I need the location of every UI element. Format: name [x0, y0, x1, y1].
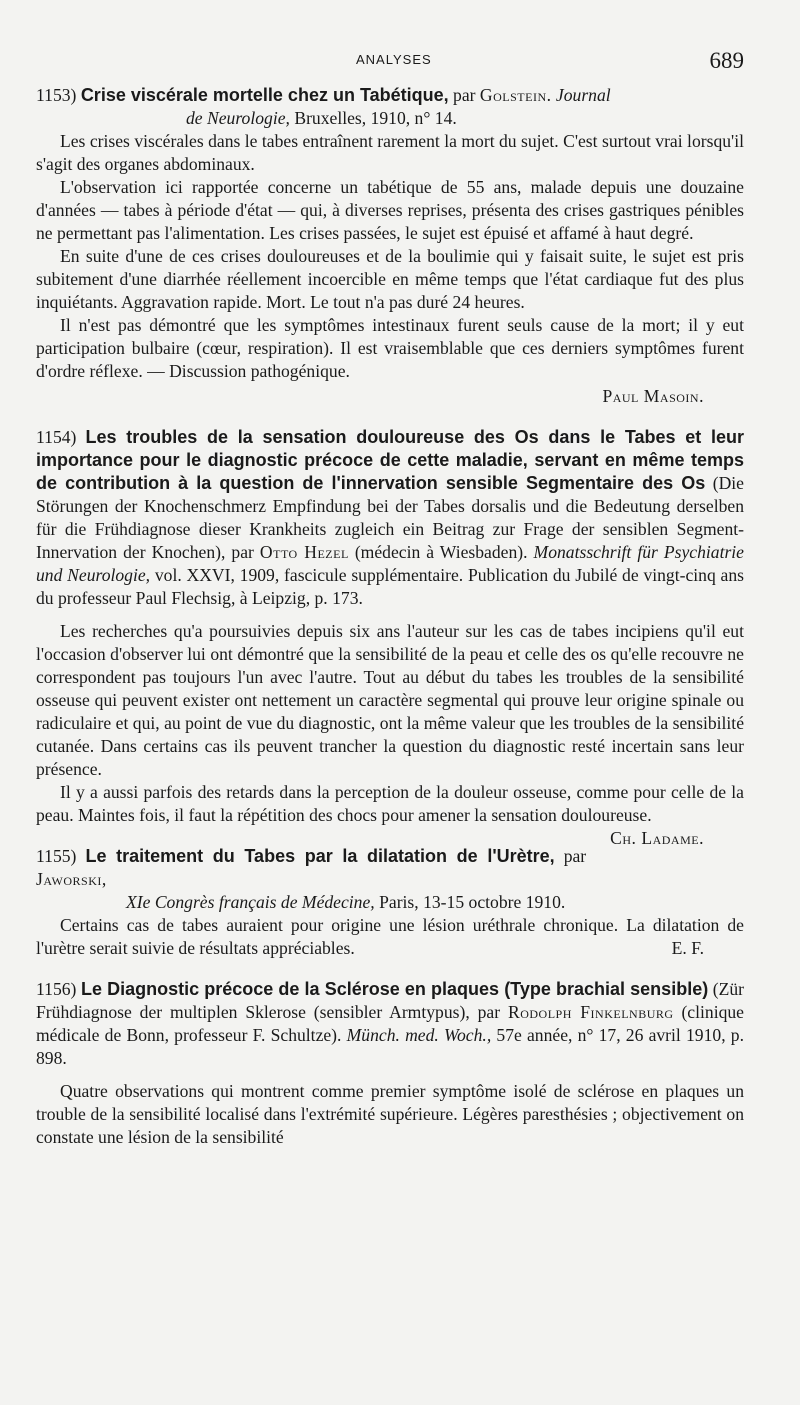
par-word: par [453, 85, 476, 105]
article-number: 1155) [36, 846, 77, 866]
article-number: 1154) [36, 427, 77, 447]
article-signature: Ch. Ladame. [610, 828, 704, 848]
article-signature: E. F. [671, 938, 704, 958]
article-author: Jaworski, [36, 869, 107, 889]
article-heading [36, 84, 744, 107]
paragraph: En suite d'une de ces crises douloureuses et de la boulimie qui y faisait suite, le sujet est pris subitement d'une diarrhée réellement incoercible en même temps que l'état cardiaque fut des plus inquiétants. Aggravation rapide. Mort. Le tout n'a pas duré 24 heures. [36, 246, 744, 312]
page-content [36, 84, 744, 1167]
article-title: Le traitement du Tabes par la dilatation de l'Urètre, [85, 846, 555, 866]
journal-name: Journal [555, 85, 611, 105]
article-1155 [36, 845, 744, 960]
page-header [0, 48, 800, 76]
paragraph [36, 914, 744, 960]
article-author: Otto Hezel [259, 542, 349, 562]
article-number: 1153) [36, 85, 77, 105]
article-body [36, 130, 744, 383]
article-subtitle: (Zür Frühdiagnose der multiplen Sklerose (sensibler Armtypus), par [36, 979, 745, 1022]
paragraph: Les recherches qu'a poursuivies depuis six ans l'auteur sur les cas de tabes incipiens qu'il eut l'occasion d'observer lui ont démontré que la sensibilité de la peau et celle des os qu'elle recouvre ne correspondent pas toujours l'un avec l'autre. Tout au début du tabes les troubles de la sensibilité osseuse qui peuvent exister ont nettement un caractère segmental qui prouve leur origine spinale ou radiculaire et qui, au point de vue du diagnostic, ont la même valeur que les troubles de la sensibilité cutanée. Dans certains cas ils peuvent trancher la question du diagnostic resté incertain sans leur présence. [36, 621, 744, 779]
article-heading [36, 426, 744, 610]
author-affiliation: (clinique médicale de Bonn, professeur F. Schultze). [36, 1002, 744, 1045]
paragraph: Quatre observations qui montrent comme premier symptôme isolé de sclérose en plaques un trouble de la sensibilité localisé dans l'extrémité supérieure. Légères paresthésies ; objectivement on constate une lésion de la sensibilité [36, 1081, 744, 1147]
article-1153 [36, 84, 744, 408]
reference-details: Paris, 13-15 octobre 1910. [379, 892, 566, 912]
page-number: 689 [709, 48, 744, 73]
paragraph-text: Certains cas de tabes auraient pour origine une lésion uréthrale chronique. La dilatation de l'urètre serait suivie de résultats appréciables. [36, 915, 744, 958]
journal-name: XIe Congrès français de Médecine, [126, 892, 375, 912]
article-author: Golstein. [479, 85, 552, 105]
article-reference [36, 107, 744, 130]
article-body [36, 1080, 744, 1149]
article-1154 [36, 426, 744, 848]
reference-details: 57e année, n° 17, 26 avril 1910, p. 898. [36, 1025, 744, 1068]
paragraph [36, 781, 744, 848]
paragraph: Il n'est pas démontré que les symptômes intestinaux furent seuls cause de la mort; il y eut participation bulbaire (cœur, respiration). Il est vraisemblable que ces derniers symptômes furent d'ordre réflexe. — Discussion pathogénique. [36, 315, 744, 381]
running-title: ANALYSES [356, 52, 432, 67]
paragraph: L'observation ici rapportée concerne un tabétique de 55 ans, malade depuis une douzaine d'années — tabes à période d'état — qui, à diverses reprises, présenta des crises gastriques pénibles ne permettant pas l'alimentation. Les crises passées, le sujet est épuisé et affamé à haut degré. [36, 177, 744, 243]
article-author: Rodolph Finkelnburg [507, 1002, 674, 1022]
article-reference [36, 891, 744, 914]
article-title: Les troubles de la sensation douloureuse des Os dans le Tabes et leur importance pour le diagnostic précoce de cette maladie, servant en même temps de contribution à la question de l'innervation sensible Segmentaire des Os [36, 427, 744, 493]
article-title: Crise viscérale mortelle chez un Tabétique, [80, 85, 449, 105]
paragraph-text: Il y a aussi parfois des retards dans la perception de la douleur osseuse, comme pour celle de la peau. Maintes fois, il faut la répétition des chocs pour amener la sensation douloureuse. [36, 782, 744, 825]
article-signature: Paul Masoin. [602, 386, 704, 406]
article-title: Le Diagnostic précoce de la Sclérose en plaques (Type brachial sensible) [80, 979, 709, 999]
article-body [36, 914, 744, 960]
reference-details: vol. XXVI, 1909, fascicule supplémentaire. Publication du Jubilé de vingt-cinq ans du professeur Paul Flechsig, à Leipzig, p. 173. [36, 565, 744, 608]
reference-details: Bruxelles, 1910, n° 14. [294, 108, 457, 128]
author-affiliation: (médecin à Wiesbaden). [354, 542, 528, 562]
par-word: par [563, 846, 587, 866]
article-heading [36, 978, 744, 1070]
paragraph: Les crises viscérales dans le tabes entraînent rarement la mort du sujet. C'est surtout vrai lorsqu'il s'agit des organes abdominaux. [36, 131, 744, 174]
article-1156 [36, 978, 744, 1149]
journal-name-cont: de Neurologie, [186, 108, 290, 128]
article-number: 1156) [36, 979, 77, 999]
journal-name: Monatsschrift für Psychiatrie und Neurologie, [36, 542, 744, 585]
article-heading [36, 845, 744, 891]
article-body [36, 620, 744, 848]
article-subtitle: (Die Störungen der Knochenschmerz Empfindung bei der Tabes dorsalis und die Bedeutung derselben für die Frühdiagnose dieser Krankheits zugleich ein Beitrag zur Frage der sensiblen Segment-Innervation der Knochen), par [36, 473, 744, 562]
journal-name: Münch. med. Woch., [346, 1025, 492, 1045]
